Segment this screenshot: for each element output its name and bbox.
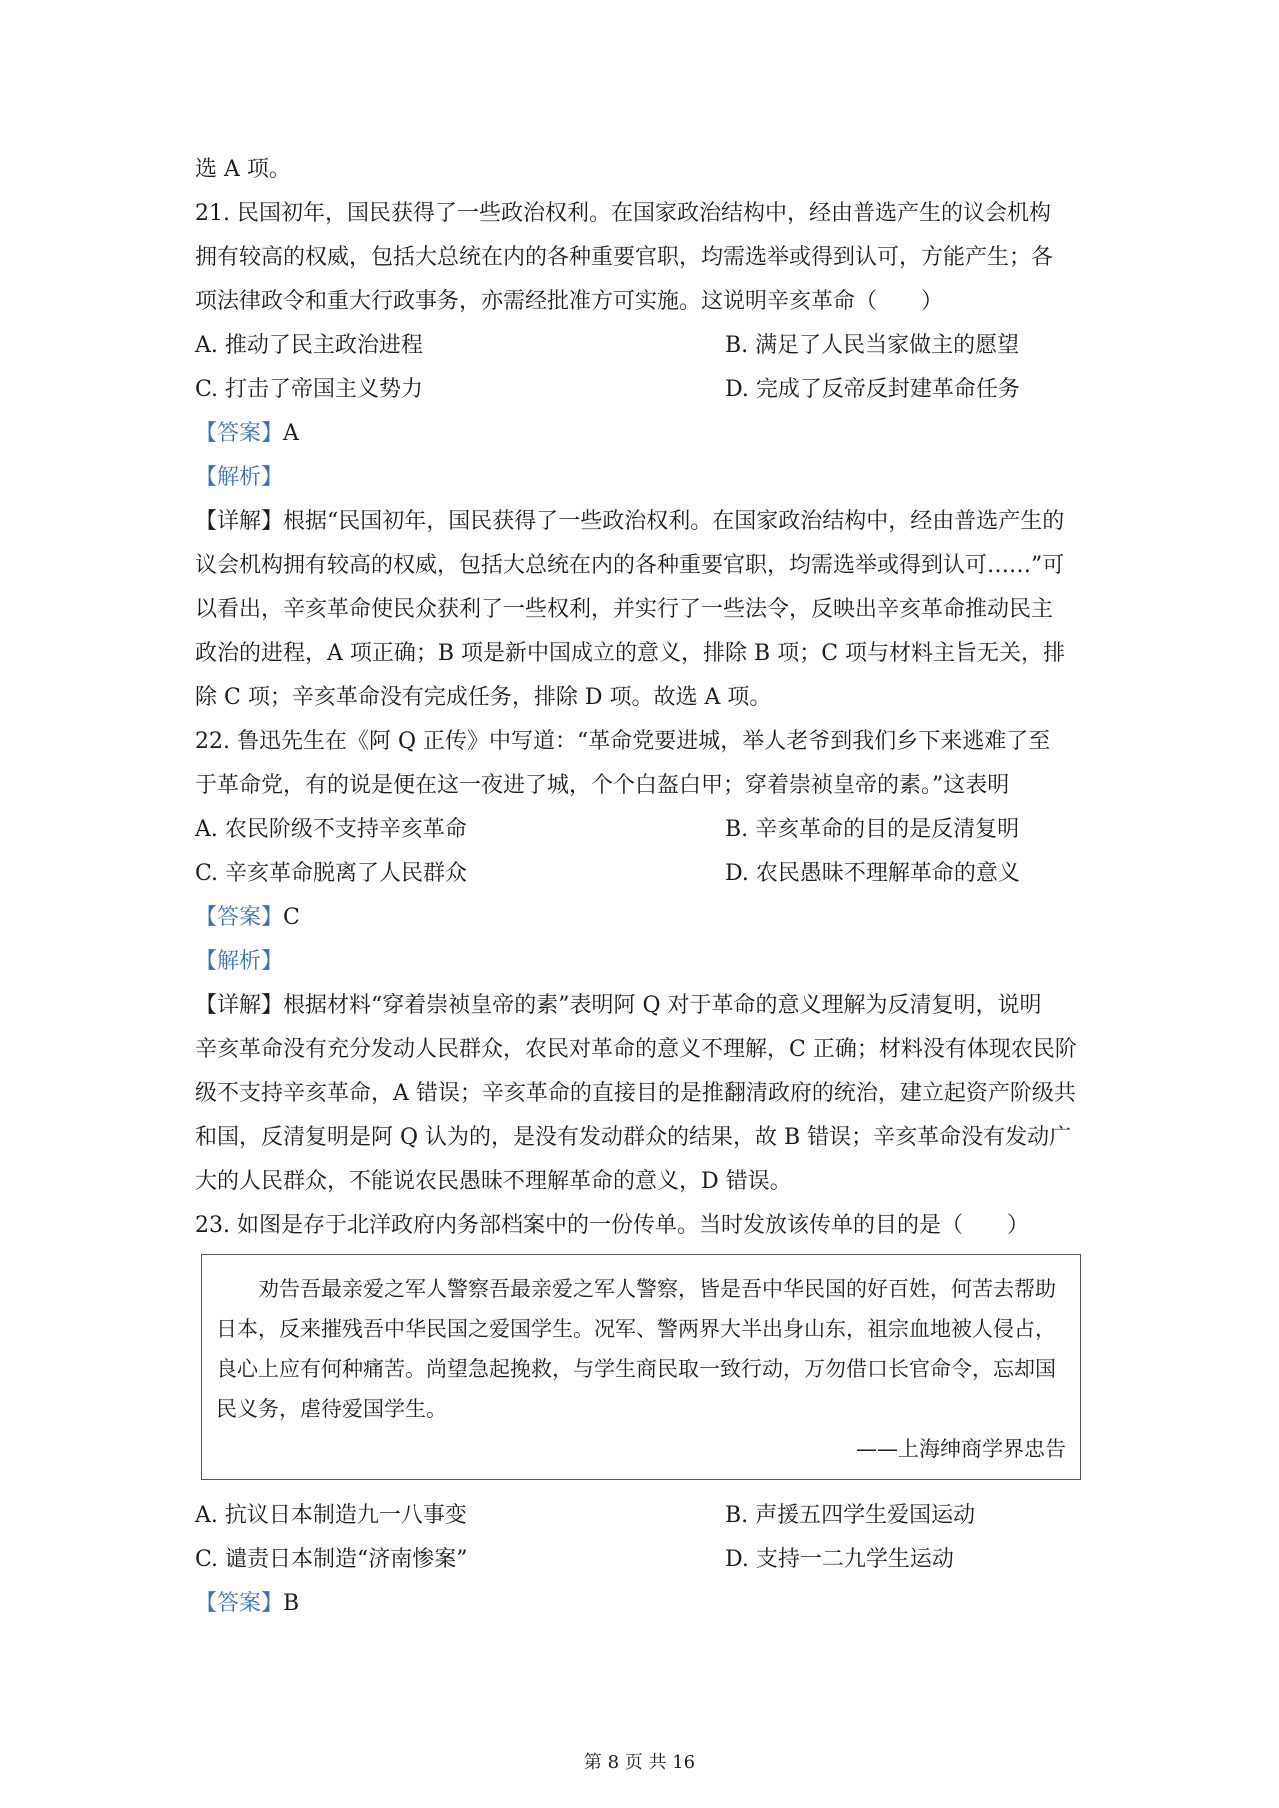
analysis-tag: 【解析】 xyxy=(195,949,284,974)
leaflet-line: 日本，反来摧残吾中华民国之爱国学生。况军、警两界大半出身山东，祖宗血地被人侵占， xyxy=(216,1317,1056,1341)
answer-line xyxy=(195,896,1095,940)
leaflet-line: 民义务，虐待爱国学生。 xyxy=(216,1397,447,1421)
question-stem-line: 23. 如图是存于北洋政府内务部档案中的一份传单。当时发放该传单的目的是（ ） xyxy=(195,1213,1029,1238)
detail-line: 除 C 项；辛亥革命没有完成任务，排除 D 项。故选 A 项。 xyxy=(195,685,772,710)
option-b: B. 辛亥革命的目的是反清复明 xyxy=(725,817,1020,842)
option-d: D. 完成了反帝反封建革命任务 xyxy=(725,377,1020,402)
option-a: A. 抗议日本制造九一八事变 xyxy=(195,1503,467,1528)
detail-line: 和国，反清复明是阿 Q 认为的，是没有发动群众的结果，故 B 错误；辛亥革命没有发动广 xyxy=(195,1125,1072,1150)
options-row xyxy=(195,368,1095,412)
options-row xyxy=(195,1494,1095,1538)
leaflet-line: 劝告吾最亲爱之军人警察吾最亲爱之军人警察，皆是吾中华民国的好百姓，何苦去帮助 xyxy=(258,1277,1056,1301)
detail-line: 政治的进程，A 项正确；B 项是新中国成立的意义，排除 B 项；C 项与材料主旨无关，排 xyxy=(195,641,1066,666)
option-c: C. 辛亥革命脱离了人民群众 xyxy=(195,861,468,886)
options-row xyxy=(195,1538,1095,1582)
option-c: C. 打击了帝国主义势力 xyxy=(195,377,424,402)
option-d: D. 农民愚昧不理解革命的意义 xyxy=(725,861,1020,886)
option-a: A. 推动了民主政治进程 xyxy=(195,333,423,358)
options-row xyxy=(195,852,1095,896)
answer-tag: 【答案】 xyxy=(195,905,284,930)
options-row xyxy=(195,808,1095,852)
option-b: B. 声援五四学生爱国运动 xyxy=(725,1503,976,1528)
question-22 xyxy=(195,720,1095,1204)
document-page xyxy=(195,148,1095,1626)
leaflet-box xyxy=(201,1254,1081,1480)
detail-line: 大的人民群众，不能说农民愚昧不理解革命的意义，D 错误。 xyxy=(195,1169,792,1194)
option-a: A. 农民阶级不支持辛亥革命 xyxy=(195,817,467,842)
answer-line xyxy=(195,412,1095,456)
question-21 xyxy=(195,192,1095,720)
answer-line xyxy=(195,1582,1095,1626)
page-footer: 第 8 页 共 16 xyxy=(583,1752,696,1773)
question-stem-line: 21. 民国初年，国民获得了一些政治权利。在国家政治结构中，经由普选产生的议会机构 xyxy=(195,201,1051,226)
question-stem-line: 拥有较高的权威，包括大总统在内的各种重要官职，均需选举或得到认可，方能产生；各 xyxy=(195,245,1054,270)
detail-line: 【详解】根据“民国初年，国民获得了一些政治权利。在国家政治结构中，经由普选产生的 xyxy=(195,509,1065,534)
detail-line: 辛亥革命没有充分发动人民群众，农民对革命的意义不理解，C 正确；材料没有体现农民阶 xyxy=(195,1037,1077,1062)
option-b: B. 满足了人民当家做主的愿望 xyxy=(725,333,1020,358)
detail-line: 级不支持辛亥革命，A 错误；辛亥革命的直接目的是推翻清政府的统治，建立起资产阶级共 xyxy=(195,1081,1076,1106)
answer-value: B xyxy=(283,1591,300,1616)
option-d: D. 支持一二九学生运动 xyxy=(725,1547,954,1572)
text-line: 选 A 项。 xyxy=(195,157,291,182)
option-c: C. 谴责日本制造“济南惨案” xyxy=(195,1547,468,1572)
options-row xyxy=(195,324,1095,368)
answer-value: C xyxy=(283,905,300,930)
leaflet-line: 良心上应有何种痛苦。尚望急起挽救，与学生商民取一致行动，万勿借口长官命令，忘却国 xyxy=(216,1357,1056,1381)
analysis-tag: 【解析】 xyxy=(195,465,284,490)
answer-tag: 【答案】 xyxy=(195,1591,284,1616)
leaflet-signature: ——上海绅商学界忠告 xyxy=(856,1437,1066,1461)
question-stem-line: 项法律政令和重大行政事务，亦需经批准方可实施。这说明辛亥革命（ ） xyxy=(195,289,944,314)
answer-value: A xyxy=(283,421,299,446)
question-stem-line: 于革命党，有的说是便在这一夜进了城，个个白盔白甲；穿着崇祯皇帝的素。”这表明 xyxy=(195,773,1010,798)
answer-tag: 【答案】 xyxy=(195,421,284,446)
detail-line: 议会机构拥有较高的权威，包括大总统在内的各种重要官职，均需选举或得到认可……”可 xyxy=(195,553,1065,578)
detail-line: 以看出，辛亥革命使民众获利了一些权利，并实行了一些法令，反映出辛亥革命推动民主 xyxy=(195,597,1054,622)
detail-line: 【详解】根据材料“穿着崇祯皇帝的素”表明阿 Q 对于革命的意义理解为反清复明，说明 xyxy=(195,993,1042,1018)
question-23 xyxy=(195,1204,1095,1626)
question-stem-line: 22. 鲁迅先生在《阿 Q 正传》中写道：“革命党要进城，举人老爷到我们乡下来逃难了至 xyxy=(195,729,1051,754)
